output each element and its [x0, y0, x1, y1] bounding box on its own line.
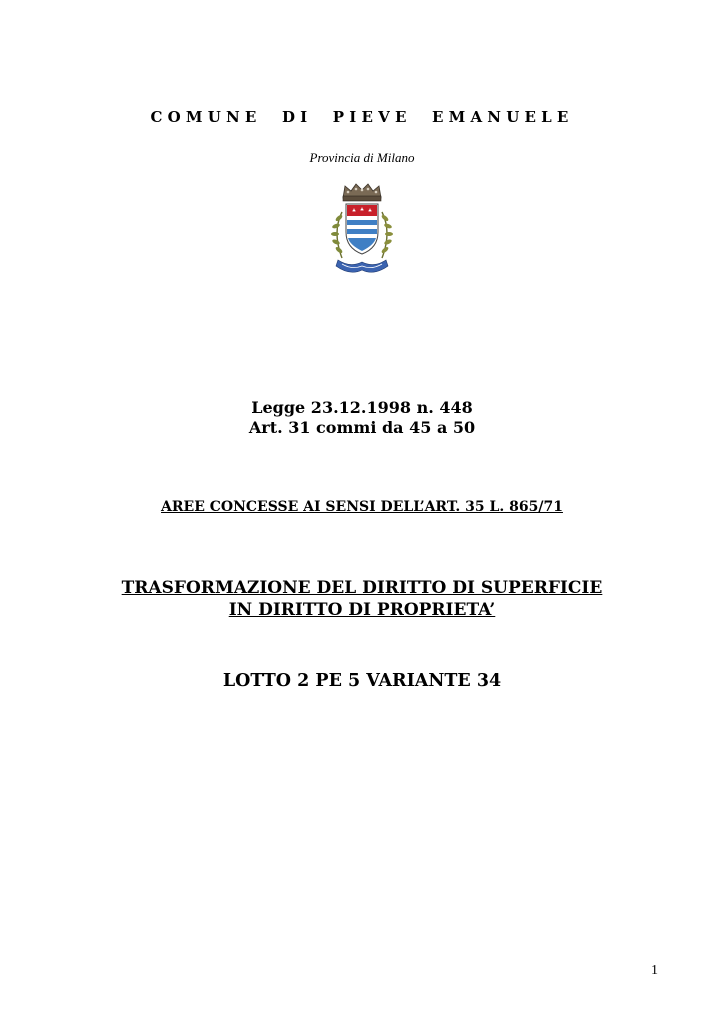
- law-reference: Legge 23.12.1998 n. 448: [251, 398, 473, 417]
- shield-icon: [346, 204, 378, 254]
- ribbon-icon: [336, 260, 388, 272]
- transformation-title-line1: TRASFORMAZIONE DEL DIRITTO DI SUPERFICIE: [121, 578, 603, 598]
- laurel-left-icon: [331, 212, 343, 258]
- page-number: 1: [651, 963, 658, 978]
- article-reference: Art. 31 commi da 45 a 50: [248, 418, 476, 437]
- transformation-title-line2: IN DIRITTO DI PROPRIETA’: [228, 600, 496, 620]
- municipality-title: COMUNE DI PIEVE EMANUELE: [150, 108, 574, 126]
- areas-heading: AREE CONCESSE AI SENSI DELL’ART. 35 L. 865/71: [161, 499, 563, 515]
- coat-of-arms-logo: [318, 182, 406, 282]
- crown-icon: [343, 184, 381, 201]
- laurel-right-icon: [381, 212, 393, 258]
- lot-heading: LOTTO 2 PE 5 VARIANTE 34: [222, 671, 502, 691]
- province-subtitle: Provincia di Milano: [309, 150, 415, 165]
